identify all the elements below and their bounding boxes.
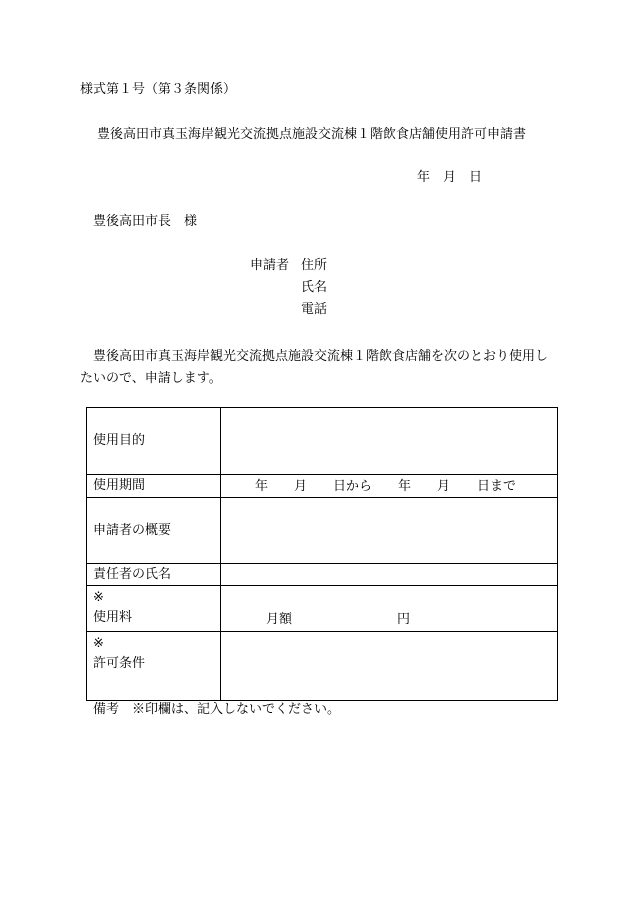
period-year-to: 年 [398, 479, 412, 494]
period-month-from: 月 [294, 479, 308, 494]
condition-label: 許可条件 [93, 656, 146, 671]
row-fee [87, 586, 558, 632]
phone-label: 電話 [301, 302, 328, 317]
period-day-from: 日から [333, 479, 373, 494]
document-title: 豊後高田市真玉海岸観光交流拠点施設交流棟１階飲食店舗使用許可申請書 [97, 127, 527, 142]
row-purpose [87, 408, 558, 475]
remarks: 備考 ※印欄は、記入しないでください。 [93, 702, 341, 717]
addressee: 豊後高田市長 様 [93, 214, 198, 229]
row-responsible [87, 564, 558, 586]
period-year-from: 年 [255, 479, 269, 494]
period-day-to: 日まで [477, 479, 517, 494]
purpose-field[interactable] [221, 408, 558, 475]
row-condition [87, 632, 558, 701]
fee-label-cell [87, 586, 221, 632]
fee-label: 使用料 [93, 610, 133, 625]
condition-mark: ※ [93, 636, 104, 651]
period-month-to: 月 [437, 479, 451, 494]
fee-monthly-label: 月額 [266, 612, 293, 627]
outline-label: 申請者の概要 [87, 498, 221, 564]
period-label: 使用期間 [87, 475, 221, 498]
fee-field [221, 586, 558, 632]
period-field[interactable] [221, 475, 558, 498]
form-number: 様式第１号（第３条関係） [80, 82, 237, 97]
name-label: 氏名 [301, 280, 328, 295]
application-table [86, 407, 558, 701]
applicant-label: 申請者 [250, 258, 290, 273]
address-label: 住所 [301, 258, 328, 273]
responsible-field[interactable] [221, 564, 558, 586]
row-period [87, 475, 558, 498]
application-statement: 豊後高田市真玉海岸観光交流拠点施設交流棟１階飲食店舗を次のとおり使用したいので、申請します。 [80, 349, 549, 386]
condition-label-cell [87, 632, 221, 701]
date-line: 年 月 日 [417, 170, 483, 185]
row-outline [87, 498, 558, 564]
responsible-label: 責任者の氏名 [87, 564, 221, 586]
outline-field[interactable] [221, 498, 558, 564]
fee-yen-label: 円 [397, 612, 411, 627]
condition-field [221, 632, 558, 701]
fee-mark: ※ [93, 590, 104, 605]
purpose-label: 使用目的 [87, 408, 221, 475]
